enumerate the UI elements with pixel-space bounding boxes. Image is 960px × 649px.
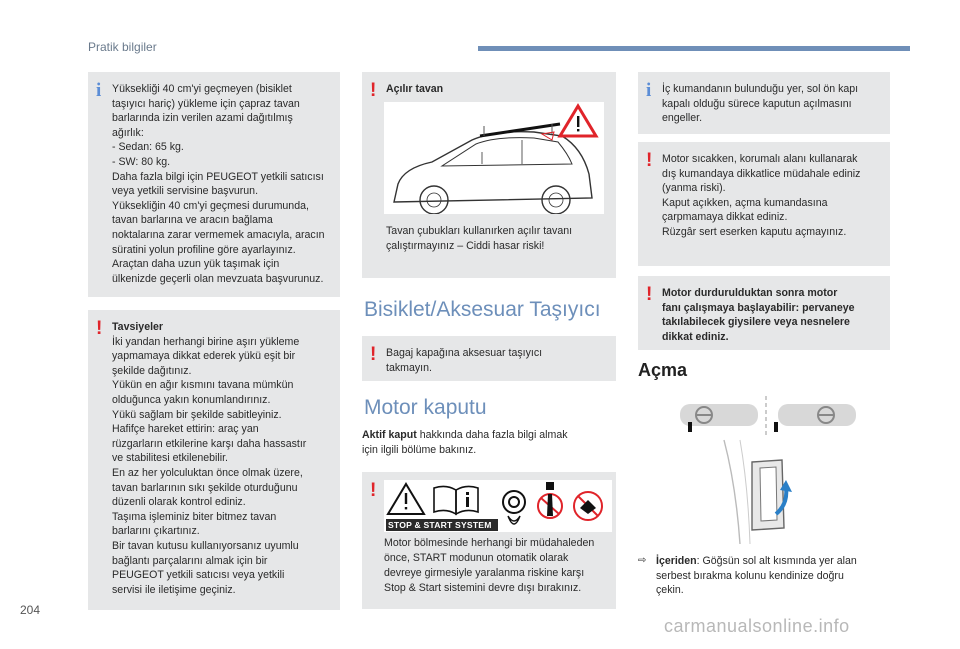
text-line: düzenli olarak kontrol ediniz.: [112, 496, 246, 509]
text-line: süratini yolun profiline göre ayarlayınız.: [112, 243, 296, 256]
text-line: Motor sıcakken, korumalı alanı kullanarak: [662, 153, 858, 165]
roof-load-info-box: [88, 72, 340, 297]
text-line: çalıştırmayınız – Ciddi hasar riski!: [386, 240, 545, 252]
text-line: Tavan çubukları kullanırken açılır tavanı: [386, 225, 573, 237]
bike-carrier-warning-box: [362, 336, 616, 381]
step-bold: İçeriden: [656, 555, 697, 567]
opening-step: [638, 554, 894, 598]
text-line: PEUGEOT yetkili satıcısı veya yetkili: [112, 569, 285, 582]
text-line: barlarını çıkartınız.: [112, 525, 200, 538]
text-line: ağırlık:: [112, 126, 144, 139]
text-line: barlarında izin verilen azami dağıtılmış: [112, 112, 293, 125]
text-line: çarpmamaya dikkat ediniz.: [662, 211, 788, 224]
hot-engine-warning-box: [638, 142, 890, 266]
text-line: dikkat ediniz.: [662, 330, 729, 343]
text-line: Araçtan daha uzun yük taşımak için: [112, 258, 280, 271]
step-arrow-icon: ⇨: [638, 555, 647, 566]
watermark-footer: carmanualsonline.info: [664, 616, 850, 636]
section-header: Pratik bilgiler: [88, 40, 157, 54]
opening-heading: Açma: [638, 360, 688, 380]
text-line: rüzgarların etkilerine karşı daha hassastır: [112, 437, 307, 450]
text-line: Bagaj kapağına aksesuar taşıyıcı: [386, 347, 543, 359]
warning-mark-icon: !: [646, 284, 653, 305]
text-line: devreye girmesiyle yaralanma riskine karşı: [384, 567, 585, 579]
text-line: olduğunca yakın konumlandırınız.: [112, 393, 271, 406]
text-line: Yükü sağlam bir şekilde sabitleyiniz.: [112, 408, 282, 421]
text-line: takmayın.: [386, 361, 432, 374]
advice-warning-box: [88, 310, 340, 610]
text-line: dış kumandaya dikkatlice müdahale ediniz: [662, 167, 861, 180]
text-line: kapalı olduğu sürece kaputun açılmasını: [662, 97, 852, 110]
text-line: Bir tavan kutusu kullanıyorsanız uyumlu: [112, 539, 299, 552]
text-line: çekin.: [656, 584, 684, 597]
text-line: Stop & Start sistemini devre dışı bırakınız.: [384, 582, 582, 594]
text-line: En az her yolculuktan önce olmak üzere,: [112, 466, 303, 479]
stop-start-warning-box: [362, 472, 616, 609]
text-line: ve stabilitesi etkilenebilir.: [112, 452, 228, 465]
text-line: (yanma riski).: [662, 182, 726, 195]
header-bar: [478, 46, 910, 51]
text-line: tavan barlarının sıkı şekilde oturduğunu: [112, 481, 298, 494]
warning-mark-icon: !: [370, 80, 377, 101]
advice-title: Tavsiyeler: [112, 321, 164, 333]
text-line: Taşıma işleminiz biter bitmez tavan: [112, 510, 277, 523]
text-line: İç kumandanın bulunduğu yer, sol ön kapı: [662, 83, 859, 95]
text-line: önce, START modunun otomatik olarak: [384, 552, 569, 564]
text-line: - SW: 80 kg.: [112, 155, 171, 168]
text-line: engeller.: [662, 112, 703, 125]
stop-start-label: STOP & START SYSTEM: [388, 520, 492, 530]
text-line: ülkenizde geçerli olan mevzuata başvurunuz.: [112, 272, 324, 285]
active-bonnet-term: Aktif kaput: [362, 429, 417, 441]
text-line: Yüksekliğin 40 cm'yi geçmesi durumunda,: [112, 199, 309, 212]
text-line: Kaput açıkken, açma kumandasına: [662, 196, 828, 209]
text-line: Yükün en ağır kısmını tavana mümkün: [112, 379, 294, 392]
bike-carrier-heading: Bisiklet/Aksesuar Taşıyıcı: [364, 298, 601, 321]
text-line: yapmamaya dikkat ederek yükü eşit bir: [112, 350, 296, 363]
text-line: veya yetkili servisine başvurun.: [112, 185, 259, 198]
text-span: hakkında daha fazla bilgi almak: [416, 429, 568, 441]
text-line: takılabilecek giysilere veya nesnelere: [662, 316, 850, 329]
page-number: 204: [20, 603, 41, 617]
text-line: servisi ile iletişime geçiniz.: [112, 583, 236, 596]
info-icon: i: [96, 80, 102, 101]
text-line: serbest bırakma kolunu kendinize doğru: [656, 569, 844, 582]
sunroof-warning-box: [362, 72, 616, 278]
bonnet-intro: [362, 428, 618, 457]
text-line: Motor bölmesinde herhangi bir müdahaleden: [384, 537, 595, 549]
text-line: şekilde dağıtınız.: [112, 364, 192, 377]
warning-mark-icon: !: [646, 150, 653, 171]
info-icon: i: [646, 80, 652, 101]
warning-mark-icon: !: [370, 480, 377, 501]
sunroof-title: Açılır tavan: [386, 83, 444, 95]
text-line: taşıyıcı hariç) yükleme için çapraz tavan: [112, 97, 300, 110]
bonnet-release-illustration: [680, 396, 870, 546]
text-line: için ilgili bölüme bakınız.: [362, 443, 477, 456]
warning-mark-icon: !: [370, 344, 377, 365]
warning-mark-icon: !: [96, 318, 103, 339]
engine-fan-warning-box: [638, 276, 890, 350]
bonnet-interior-control-info-box: [638, 72, 890, 134]
text-line: - Sedan: 65 kg.: [112, 141, 184, 154]
text-line: bağlantı parçalarını almak için bir: [112, 554, 268, 567]
text-line: Hafifçe hareket ettirin: araç yan: [112, 423, 259, 436]
text-line: İki yandan herhangi birine aşırı yükleme: [112, 335, 300, 348]
text-line: noktalarına zarar vermemek amacıyla, aracın: [112, 228, 325, 241]
sunroof-car-illustration: [384, 102, 604, 214]
text-line: tavan barlarına ve aracın bağlama: [112, 214, 273, 227]
text-span: : Göğsün sol alt kısmında yer alan: [696, 555, 857, 567]
text-line: Daha fazla bilgi için PEUGEOT yetkili satıcısı: [112, 170, 324, 183]
text-line: Yüksekliği 40 cm'yi geçmeyen (bisiklet: [112, 83, 292, 95]
text-line: Motor durdurulduktan sonra motor: [662, 287, 838, 299]
bonnet-heading: Motor kaputu: [364, 396, 487, 419]
stop-start-pictograms: [384, 480, 612, 532]
text-line: fanı çalışmaya başlayabilir: pervaneye: [662, 301, 855, 314]
text-line: Rüzgâr sert eserken kaputu açmayınız.: [662, 225, 847, 238]
